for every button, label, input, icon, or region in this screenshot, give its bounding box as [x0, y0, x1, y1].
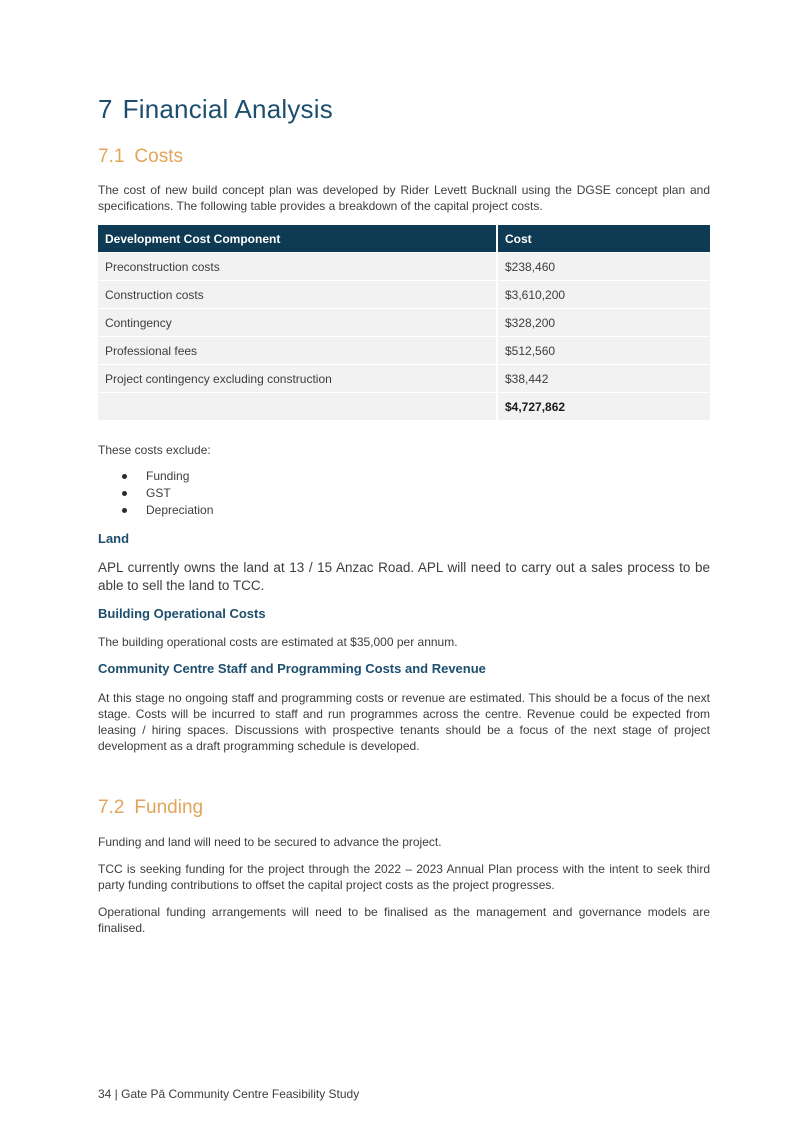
bullet-icon — [122, 474, 127, 479]
bullet-icon — [122, 491, 127, 496]
cost-component: Project contingency excluding construction — [98, 365, 498, 393]
funding-paragraph: Operational funding arrangements will need to be finalised as the management and governance models are finalised. — [98, 905, 710, 935]
cost-value: $512,560 — [498, 337, 710, 365]
cost-value: $3,610,200 — [498, 281, 710, 309]
cost-component: Construction costs — [98, 281, 498, 309]
list-item: Funding — [122, 468, 213, 485]
funding-number: 7.2 — [98, 797, 125, 818]
section-title: Financial Analysis — [122, 94, 333, 124]
list-item: GST — [122, 485, 213, 502]
total-cost: $4,727,862 — [498, 393, 710, 421]
community-costs-text: At this stage no ongoing staff and programming costs or revenue are estimated. This should be a focus of the next stage. Costs will be incurred to staff and run programmes across the centre. Revenue could be expected from leasing / hiring spaces. Discussions with prospective tenants should be a focus of the next stage of project development as a draft programming schedule is developed. — [98, 691, 710, 753]
column-header: Development Cost Component — [98, 225, 498, 253]
funding-title: Funding — [134, 797, 204, 818]
table-row — [98, 253, 710, 281]
table-row — [98, 309, 710, 337]
costs-heading — [98, 146, 183, 168]
exclusions-intro: These costs exclude: — [98, 443, 211, 457]
total-label-cell — [98, 393, 498, 421]
cost-component: Preconstruction costs — [98, 253, 498, 281]
cost-value: $238,460 — [498, 253, 710, 281]
costs-number: 7.1 — [98, 146, 125, 167]
table-row — [98, 337, 710, 365]
bullet-icon — [122, 508, 127, 513]
cost-table — [98, 225, 710, 421]
cost-value: $38,442 — [498, 365, 710, 393]
building-costs-text: The building operational costs are estimated at $35,000 per annum. — [98, 635, 458, 649]
land-text: APL currently owns the land at 13 / 15 Anzac Road. APL will need to carry out a sales process to be able to sell the land to TCC. — [98, 560, 710, 593]
exclusions-list — [122, 468, 213, 519]
column-header: Cost — [498, 225, 710, 253]
list-item: Depreciation — [122, 502, 213, 519]
page-footer: 34 | Gate Pā Community Centre Feasibility Study — [98, 1087, 360, 1101]
cost-component: Contingency — [98, 309, 498, 337]
table-header-row — [98, 225, 710, 253]
section-heading — [98, 94, 333, 125]
table-row — [98, 365, 710, 393]
costs-title: Costs — [134, 146, 183, 167]
funding-paragraph: Funding and land will need to be secured to advance the project. — [98, 835, 442, 849]
cost-component: Professional fees — [98, 337, 498, 365]
table-total-row — [98, 393, 710, 421]
land-heading: Land — [98, 531, 130, 546]
costs-intro: The cost of new build concept plan was developed by Rider Levett Bucknall using the DGSE concept plan and specifications. The following table provides a breakdown of the capital project costs. — [98, 183, 710, 213]
table-row — [98, 281, 710, 309]
funding-heading — [98, 797, 203, 819]
section-number: 7 — [98, 94, 113, 124]
community-costs-heading: Community Centre Staff and Programming Costs and Revenue — [98, 661, 486, 676]
cost-value: $328,200 — [498, 309, 710, 337]
building-costs-heading: Building Operational Costs — [98, 606, 266, 621]
funding-paragraph: TCC is seeking funding for the project through the 2022 – 2023 Annual Plan process with the intent to seek third party funding contributions to offset the capital project costs as the project progresses. — [98, 862, 710, 892]
